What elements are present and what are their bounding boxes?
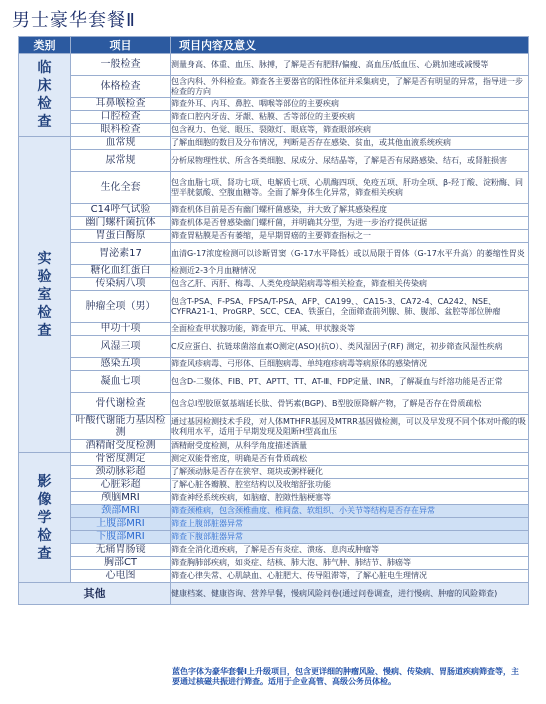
item-cell: 尿常规 [71, 150, 171, 172]
item-cell: 骨密度测定 [71, 453, 171, 466]
content-cell: 通过基因检测技术手段，对人体MTHFR基因及MTRR基因做检测，可以及早发现不同个体对叶酸的吸收利用水平，适用于早期发现及阻断H型高血压 [171, 415, 529, 440]
table-row [19, 76, 529, 98]
item-cell: 一般检查 [71, 54, 171, 76]
table-row [19, 230, 529, 243]
item-cell: 凝血七项 [71, 371, 171, 393]
other-content-cell: 健康档案、健康咨询、营养早餐，慢病风险问卷(通过问卷调查，进行慢病、肿瘤的风险筛查) [171, 583, 529, 605]
category-label: 临床检查 [37, 60, 52, 130]
content-cell: 全面检查甲状腺功能，筛查甲亢、甲减、甲状腺炎等 [171, 323, 529, 336]
category-cell [19, 453, 71, 583]
content-cell: 筛查外耳、内耳、鼻腔、咽喉等部位的主要疾病 [171, 98, 529, 111]
header-content: 项目内容及意义 [171, 37, 529, 54]
other-item-cell: 其他 [19, 583, 171, 605]
table-row [19, 479, 529, 492]
item-cell: 肿瘤全项（男） [71, 291, 171, 323]
content-cell: 筛查风疹病毒、弓形体、巨细胞病毒、单纯疱疹病毒等病原体的感染情况 [171, 358, 529, 371]
content-cell: 包含总I型胶原氨基端延长肽、骨钙素(BGP)、B型胶原降解产物，了解是否存在骨质疏松 [171, 393, 529, 415]
table-row [19, 415, 529, 440]
item-cell: 耳鼻喉检查 [71, 98, 171, 111]
content-cell: 检测近2-3个月血糖情况 [171, 265, 529, 278]
category-cell [19, 137, 71, 453]
item-cell: 血常规 [71, 137, 171, 150]
item-cell: 风湿三项 [71, 336, 171, 358]
content-cell: 包含内科、外科检查。筛查各主要器官的阳性体征并采集病史，了解是否有明显的异常，指导进一步检查的方向 [171, 76, 529, 98]
item-cell: 甲功十项 [71, 323, 171, 336]
table-row [19, 111, 529, 124]
table-row [19, 492, 529, 505]
table-row [19, 453, 529, 466]
item-cell: 无痛胃肠镜 [71, 544, 171, 557]
table-row [19, 531, 529, 544]
item-cell: 颈动脉彩超 [71, 466, 171, 479]
item-cell: 感染五项 [71, 358, 171, 371]
table-row [19, 278, 529, 291]
content-cell: 筛查口腔内牙齿、牙龈、粘膜、舌等部位的主要疾病 [171, 111, 529, 124]
table-row [19, 371, 529, 393]
table-row [19, 544, 529, 557]
table-row [19, 265, 529, 278]
header-item: 项目 [71, 37, 171, 54]
content-cell: 了解血细胞的数目及分布情况，判断是否存在感染、贫血，或其他血液系统疾病 [171, 137, 529, 150]
content-cell: 筛查全消化道疾病，了解是否有炎症、溃疡、息肉或肿瘤等 [171, 544, 529, 557]
content-cell: C反应蛋白、抗链球菌溶血素O测定(ASO)(抗O）、类风湿因子(RF) 测定，初步筛查风湿性疾病 [171, 336, 529, 358]
content-cell: 酒精耐受度检测，从科学角度描述酒量 [171, 440, 529, 453]
item-cell: 体格检查 [71, 76, 171, 98]
item-cell: 颅脑MRI [71, 492, 171, 505]
page-title: 男士豪华套餐Ⅱ [12, 10, 136, 31]
item-cell: 胸部CT [71, 557, 171, 570]
item-cell: 幽门螺杆菌抗体 [71, 217, 171, 230]
item-cell: 心脏彩超 [71, 479, 171, 492]
item-cell: 糖化血红蛋白 [71, 265, 171, 278]
item-cell: 下腹部MRI [71, 531, 171, 544]
content-cell: 筛查机体目前是否有幽门螺杆菌感染，并大致了解其感染程度 [171, 204, 529, 217]
table-row [19, 150, 529, 172]
content-cell: 包含血脂七项、肾功七项、电解质七项、心肌酶四项、免疫五项、肝功全项、β-羟丁酸、淀粉酶、同型半胱氨酸、空腹血糖等。全面了解身体生化异常，筛查相关疾病 [171, 172, 529, 204]
content-cell: 包含视力、色觉、眼压、裂隙灯、眼底等，筛查眼部疾病 [171, 124, 529, 137]
content-cell: 筛查心律失常、心肌缺血、心脏肥大、传导阻滞等，了解心脏电生理情况 [171, 570, 529, 583]
content-cell: 了解颈动脉是否存在狭窄、斑块或粥样硬化 [171, 466, 529, 479]
content-cell: 包含T-PSA、F-PSA、FPSA/T-PSA、AFP、CA199、、CA15-3、CA72-4、CA242、NSE、CYFRA21-1、ProGRP、SCC、CEA、铁蛋白，全面筛查前列腺、肺、腹部、盆腔等部位肿瘤 [171, 291, 529, 323]
item-cell: 胃蛋白酶原 [71, 230, 171, 243]
package-table [18, 36, 529, 605]
item-cell: 上腹部MRI [71, 518, 171, 531]
table-row [19, 570, 529, 583]
table-row [19, 137, 529, 150]
table-row [19, 217, 529, 230]
table-row [19, 336, 529, 358]
content-cell: 了解心脏各瓣膜、腔室结构以及收缩舒张功能 [171, 479, 529, 492]
item-cell: 胃泌素17 [71, 243, 171, 265]
content-cell: 筛查上腹部脏器异常 [171, 518, 529, 531]
content-cell: 筛查机体是否曾感染幽门螺杆菌，并明确其分型，为进一步治疗提供证据 [171, 217, 529, 230]
content-cell: 筛查下腹部脏器异常 [171, 531, 529, 544]
content-cell: 测定双能骨密度，明确是否有骨质疏松 [171, 453, 529, 466]
table-row [19, 358, 529, 371]
header-category: 类别 [19, 37, 71, 54]
item-cell: C14呼气试验 [71, 204, 171, 217]
table-row [19, 557, 529, 570]
table-row [19, 54, 529, 76]
table-row [19, 440, 529, 453]
content-cell: 包含D-二聚体、FIB、PT、APTT、TT、AT-Ⅲ、FDP定量、INR，了解凝血与纤溶功能是否正常 [171, 371, 529, 393]
table-row [19, 204, 529, 217]
item-cell: 骨代谢检查 [71, 393, 171, 415]
content-cell: 筛查颈椎病，包含颈椎曲度、椎间盘、软组织、小关节等结构是否存在异常 [171, 505, 529, 518]
item-cell: 眼科检查 [71, 124, 171, 137]
summary-note: 蓝色字体为豪华套餐Ⅰ上升级项目，包含更详细的肿瘤风险、慢病、传染病、胃肠道疾病筛查等，主要通过核磁共振进行筛查。适用于企业高管、高级公务员体检。 [172, 667, 519, 686]
content-cell: 筛查胃粘膜是否有萎缩，是早期胃癌的主要筛查指标之一 [171, 230, 529, 243]
item-cell: 酒精耐受度检测 [71, 440, 171, 453]
content-cell: 分析尿物理性状、所含各类细胞、尿成分、尿结晶等，了解是否有尿路感染、结石，或肾脏损害 [171, 150, 529, 172]
category-label: 影像学检查 [37, 473, 52, 562]
content-cell: 血清G-17浓度检测可以诊断胃窦（G-17水平降低）或以局限于胃体（G-17水平升高）的萎缩性胃炎 [171, 243, 529, 265]
category-cell [19, 54, 71, 137]
table-row [19, 323, 529, 336]
table-row [19, 98, 529, 111]
category-label: 实验室检查 [37, 250, 52, 339]
item-cell: 口腔检查 [71, 111, 171, 124]
content-cell: 包含乙肝、丙肝、梅毒、人类免疫缺陷病毒等相关检查，筛查相关传染病 [171, 278, 529, 291]
item-cell: 心电图 [71, 570, 171, 583]
table-row [19, 291, 529, 323]
content-cell: 筛查胸肺部疾病，如炎症、结核、肺大泡、肺气肿、肺结节、肺癌等 [171, 557, 529, 570]
item-cell: 传染病八项 [71, 278, 171, 291]
table-row [19, 466, 529, 479]
table-body [19, 54, 529, 605]
content-cell: 测量身高、体重、血压、脉搏，了解是否有肥胖/偏瘦、高血压/低血压、心跳加速或减慢等 [171, 54, 529, 76]
other-row [19, 583, 529, 605]
table-row [19, 518, 529, 531]
table-header-row [19, 37, 529, 54]
content-cell: 筛查神经系统疾病，如脑瘤、腔隙性脑梗塞等 [171, 492, 529, 505]
item-cell: 颈部MRI [71, 505, 171, 518]
item-cell: 叶酸代谢能力基因检测 [71, 415, 171, 440]
table-row [19, 124, 529, 137]
table-row [19, 172, 529, 204]
table-row [19, 393, 529, 415]
table-row [19, 505, 529, 518]
table-row [19, 243, 529, 265]
item-cell: 生化全套 [71, 172, 171, 204]
